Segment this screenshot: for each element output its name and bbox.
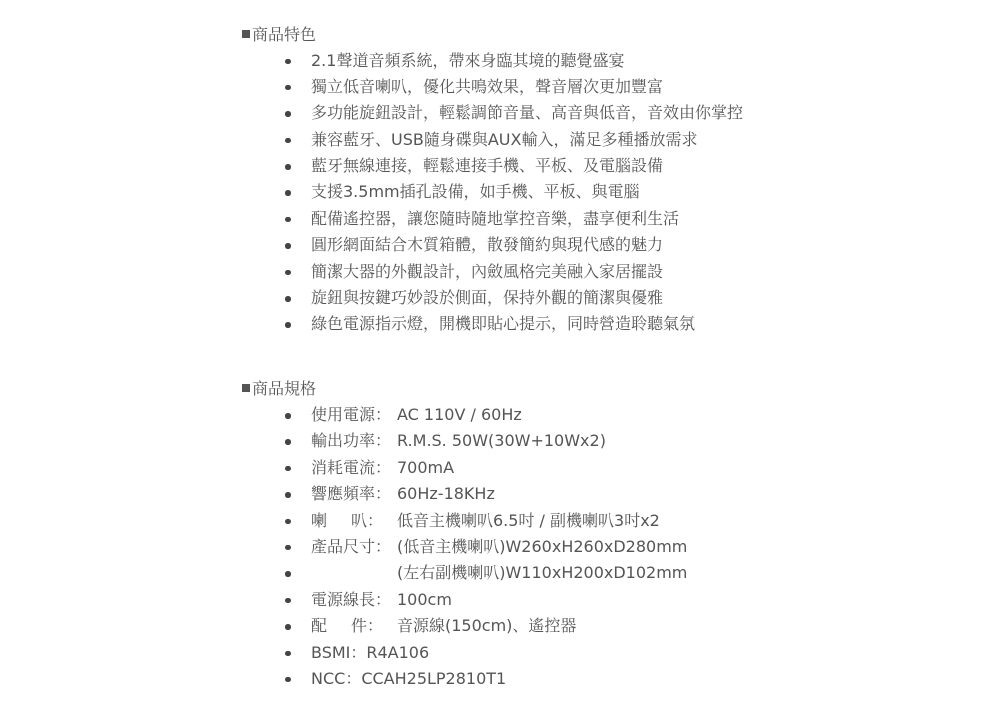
bullet-icon — [285, 111, 291, 117]
feature-text: 藍牙無線連接，輕鬆連接手機、平板、及電腦設備 — [311, 156, 664, 176]
spec-value: (低音主機喇叭)W260xH260xD280mm — [397, 536, 688, 556]
bullet-icon — [285, 217, 291, 223]
spec-label: 產品尺寸： — [311, 536, 392, 556]
feature-text: 配備遙控器，讓您隨時隨地掌控音樂，盡享便利生活 — [311, 208, 680, 228]
bullet-icon — [285, 164, 291, 170]
spec-value: 音源線(150cm)、遙控器 — [397, 616, 577, 636]
feature-text: 兼容藍牙、USB隨身碟與AUX輸入，滿足多種播放需求 — [311, 129, 698, 149]
spec-label-start: 喇 — [311, 510, 328, 530]
bullet-icon — [285, 651, 291, 657]
bullet-icon — [285, 322, 291, 328]
spec-label: 響應頻率： — [311, 484, 392, 504]
bullet-icon — [285, 85, 291, 91]
spec-value: 700mA — [397, 457, 455, 477]
bullet-icon — [285, 598, 291, 604]
spec-value: 低音主機喇叭6.5吋 / 副機喇叭3吋x2 — [397, 510, 660, 530]
spec-inline-text: NCC：CCAH25LP2810T1 — [311, 668, 507, 688]
bullet-icon — [285, 571, 291, 577]
specs-heading — [242, 379, 316, 399]
bullet-icon — [285, 624, 291, 630]
bullet-icon — [285, 439, 291, 445]
bullet-icon — [285, 59, 291, 65]
bullet-icon — [285, 413, 291, 419]
bullet-icon — [285, 138, 291, 144]
spec-value: R.M.S. 50W(30W+10Wx2) — [397, 431, 606, 451]
bullet-icon — [285, 190, 291, 196]
feature-text: 圓形網面結合木質箱體，散發簡約與現代感的魅力 — [311, 235, 664, 255]
spec-value: AC 110V / 60Hz — [397, 405, 522, 424]
spec-label-end: 件： — [350, 616, 383, 636]
spec-value: 60Hz-18KHz — [397, 484, 495, 504]
spec-value: (左右副機喇叭)W110xH200xD102mm — [397, 563, 688, 583]
spec-label — [311, 613, 383, 639]
feature-text: 綠色電源指示燈，開機即貼心提示，同時營造聆聽氣氛 — [311, 314, 696, 334]
spec-label: 消耗電流： — [311, 457, 392, 477]
feature-text: 旋鈕與按鍵巧妙設於側面，保持外觀的簡潔與優雅 — [311, 288, 664, 308]
bullet-icon — [285, 545, 291, 551]
square-bullet-icon — [242, 30, 250, 38]
spec-label-end: 叭： — [350, 510, 383, 530]
bullet-icon — [285, 270, 291, 276]
feature-text: 支援3.5mm插孔設備，如手機、平板、與電腦 — [311, 182, 640, 202]
features-title: 商品特色 — [252, 25, 317, 44]
bullet-icon — [285, 519, 291, 525]
feature-text: 獨立低音喇叭，優化共鳴效果，聲音層次更加豐富 — [311, 76, 664, 96]
spec-label — [311, 508, 383, 534]
feature-text: 2.1聲道音頻系統，帶來身臨其境的聽覺盛宴 — [311, 50, 625, 70]
bullet-icon — [285, 492, 291, 498]
spec-label-start: 配 — [311, 616, 328, 636]
spec-inline-text: BSMI：R4A106 — [311, 642, 430, 662]
features-heading — [242, 25, 316, 45]
feature-text: 多功能旋鈕設計，輕鬆調節音量、高音與低音，音效由你掌控 — [311, 103, 744, 123]
spec-label: 使用電源： — [311, 405, 392, 424]
bullet-icon — [285, 243, 291, 249]
specs-title: 商品規格 — [252, 379, 317, 398]
bullet-icon — [285, 296, 291, 302]
feature-text: 簡潔大器的外觀設計，內斂風格完美融入家居擺設 — [311, 261, 664, 281]
spec-label: 電源線長： — [311, 589, 392, 609]
spec-value: 100cm — [397, 589, 452, 609]
bullet-icon — [285, 466, 291, 472]
square-bullet-icon — [242, 384, 250, 392]
spec-label: 輸出功率： — [311, 431, 392, 451]
bullet-icon — [285, 677, 291, 683]
